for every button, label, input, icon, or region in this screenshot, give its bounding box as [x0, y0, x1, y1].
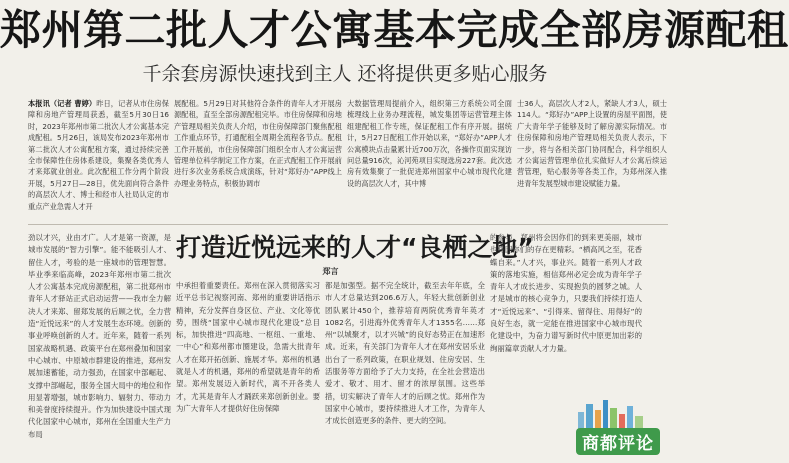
column-logo	[570, 398, 686, 460]
news-column-4: 士36人，高层次人才2人，紧缺人才3人，硕士114人。“郑好办”APP上设置的房屋平面图，使广大青年学子能够及时了解房源实际情况。市住房保障和房地产管理局相关负责人表示，下一步，将与各相关部门协同配合，科学组织人才公寓运营管理单位扎实做好人才公寓后续运营管理，贴心服务等各类工作，为郑州深入推进青年发展型城市建设赋能力量。	[517, 99, 667, 188]
opinion-column-1: 劲以才兴，业由才广。人才是第一资源，是城市发展的“智力引擎”。能不能吸引人才、留住人才，考验的是一座城市的管理智慧。毕业季来临高峰，2023年郑州市第二批次人才公寓基本完成房源配租，第二批郑州市青年人才驿站正式启动运营——我市全力解决人才来郑、留郑发展的后顾之忧，全力营造“近悦远来”的人才发展生态环境。创新的事业呼唤创新的人才。近年来，随着一系列国家战略机遇、政策平台在郑州叠加和国家中心城市、中原城市群建设的推进，郑州发展加速蓄能，动力强劲，在国家中部崛起、支撑中部崛起，服务全国大局中的地位和作用显著增强，城市影响力、辐射力、带动力和美誉度持续提升。作为加快建设中国式现代化国家中心城市，郑州在全国重大生产力布局	[28, 233, 171, 439]
news-column-1	[28, 98, 169, 218]
opinion-column-3: 都是加强型。据不完全统计，截至去年年底，全市人才总量达到206.6万人，年轻大批创新创业团队累计450个，推荐培育两院优秀青年英才1082名，引进海外优秀青年人才1355名……郑州“以城聚才，以才兴城”的良好态势正在加速形成。近来，有关部门为青年人才在郑州安居乐业出台了一系列政策，在职业规划、住房安居、生活服务等方面给予了大力支持，在全社会营造出爱才、敬才、用才、留才的浓厚氛围。这些举措，切实解决了青年人才的后顾之忧。郑州作为国家中心城市，要持续推进人才工作，为青年人才成长创造更多的条件、更大的空间。	[325, 281, 485, 426]
news-text-1: 昨日，记者从市住房保障和房地产管理局获悉，截至5月30日16时，2023年郑州市第二批次人才公寓基本完成配租。5月26日，该局发布2023年郑州市第二批次人才公寓配租方案，通过持续完善全市保障性住房体系建设，集聚各类优秀人才来郑就业创业。此次配租工作分两个阶段开展，5月27日—28日，优先面向符合条件的高层次人才、博士和经市人社局认定的市重点产业急需人才开	[28, 99, 169, 211]
news-column-2: 展配租。5月29日对其他符合条件的青年人才开展房源配租，直至全部房源配租完毕。市住房保障和房地产管理局相关负责人介绍，市住房保障部门聚焦配租工作重点环节，打通配租全周期全流程各节点。配租工作开展前，市住房保障部门组织全市人才公寓运营管理单位科学制定工作方案，在正式配租工作开展前进行多次业务系统合成演练，针对“郑好办”APP线上办理业务特点，积极协调市	[174, 99, 342, 188]
headline: 郑州第二批人才公寓基本完成全部房源配租	[0, 6, 789, 54]
opinion-column-4: 的参与，郑州将会因你们的到来更美丽，城市也将因你们的存在更精彩。“栖高风之至，花香蝶自来。”人才兴，事业兴。随着一系列人才政策的落地实施，相信郑州必定会成为青年学子青年人才成长进步、实现抱负的圆梦之城。人才是城市的核心竞争力，只要我们持续打造人才“近悦远来”、“引得来、留得住、用得好”的良好生态，就一定能在推进国家中心城市现代化建设中，为奋力谱写新时代中原更加出彩的绚丽篇章贡献人才力量。	[490, 233, 642, 353]
news-byline: 本报讯（记者 曹婷）	[28, 99, 97, 108]
opinion-column-2: 中承担着重要责任。郑州在深入贯彻落实习近平总书记视察河南、郑州的重要讲话指示精神，充分发挥自身区位、产业、文化等优势，围绕“国家中心城市现代化建设”总目标，加快推进“四高地、一枢纽、一重地、一中心”和郑州都市圈建设，急需大批青年人才在郑开拓创新、施展才华。郑州的机遇就是人才的机遇，郑州的希望就是青年的希望。郑州发展迈入新时代，离不开各类人才，尤其是青年人才踊跃来郑创新创业。要为广大青年人才提供好住房保障	[176, 281, 320, 413]
news-column-3: 大数据管理局提前介入，组织第三方系统公司全面梳理线上业务办理流程，城发集团等运营管理主体组建配租工作专班，保证配租工作有序开展。据统计，5月27日配租工作开始以来，“郑好办”APP人才公寓模块点击量累计近700万次，各操作页面实现访问总量916次，沁河苑项目实现选房227套。此次选房有效集聚了一批促进郑州国家中心城市现代化建设的高层次人才，其中博	[347, 99, 512, 188]
section-divider	[28, 224, 668, 225]
opinion-title: 打造近悦远来的人才“良栖之地”	[176, 233, 534, 262]
column-logo-text: 商都评论	[576, 428, 660, 455]
opinion-author: 郑言	[322, 267, 339, 276]
subheadline: 千余套房源快速找到主人 还将提供更多贴心服务	[142, 63, 548, 85]
